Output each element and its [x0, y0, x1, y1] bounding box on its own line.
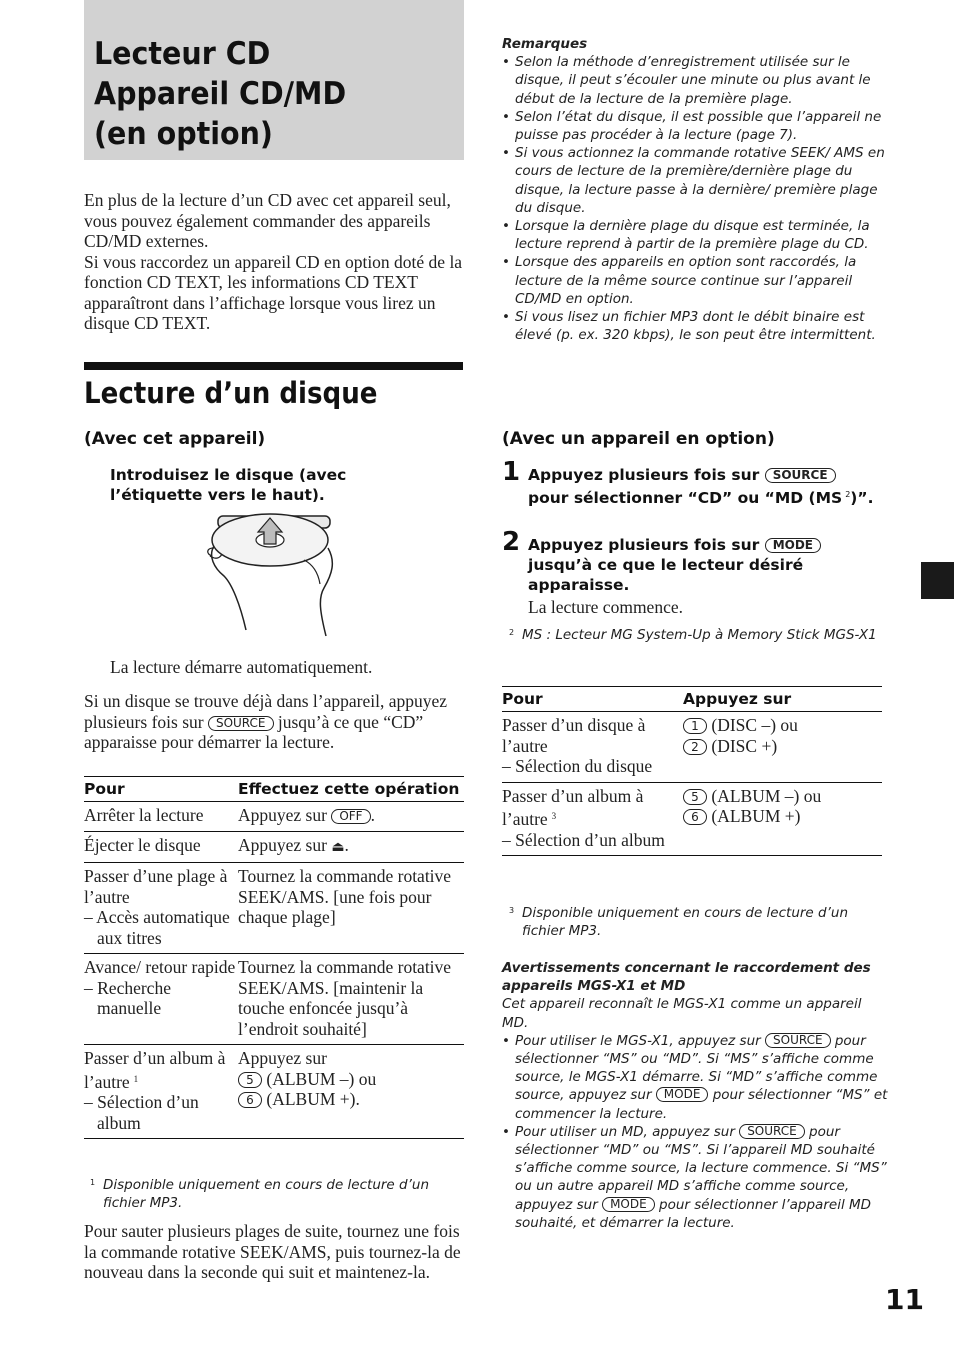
remark-item: • Lorsque des appareils en option sont raccordés, la lecture de la même source continue sur l’appareil CD/MD en option. [502, 253, 888, 308]
disc-insert-illustration [200, 512, 340, 642]
step-2-part-2: jusqu’à ce que le lecteur désiré apparaisse. [528, 556, 804, 594]
page-number: 11 [885, 1283, 924, 1316]
row-album-action [238, 1045, 464, 1139]
remark-item: • Lorsque la dernière plage du disque est terminée, la lecture reprend à partir de la première plage du CD. [502, 217, 888, 253]
row-seek-label [84, 954, 238, 1045]
table-header-row [502, 687, 882, 712]
row-seek-label-main: Avance/ retour rapide [84, 957, 236, 977]
album-plus-line [683, 806, 882, 827]
already-inside-text [84, 691, 466, 753]
album-plus-text: (ALBUM +). [266, 1089, 360, 1109]
warnings-block [502, 959, 888, 1232]
disc-minus-text: (DISC –) ou [711, 715, 798, 735]
row-album-action-line-2 [238, 1069, 464, 1090]
row-album-label-sub: – Sélection d’un album [84, 1092, 199, 1133]
mode-key: MODE [765, 538, 821, 553]
row-track-label [84, 863, 238, 954]
step-1-text [528, 465, 898, 508]
warning-item [502, 1123, 888, 1232]
warning-1-part-1: Pour utiliser le MGS-X1, appuyez sur [515, 1032, 761, 1049]
row-album-action-line-1: Appuyez sur [238, 1048, 327, 1068]
warnings-list [502, 1032, 888, 1232]
album-minus-line [683, 786, 882, 807]
footnote-ref-3: 3 [551, 811, 557, 821]
row-eject-action: Appuyez sur ⏏. [238, 831, 464, 863]
subhead-optional-unit: (Avec un appareil en option) [502, 429, 775, 449]
eject-icon: ⏏ [331, 838, 345, 855]
key-5: 5 [238, 1072, 262, 1088]
row-album-label-text: Passer d’un album à l’autre [502, 785, 644, 829]
album-minus-text: (ALBUM –) ou [711, 785, 822, 806]
row-eject-action-text: Appuyez sur [238, 834, 327, 855]
table-row [84, 802, 464, 832]
step-1-part-2: pour sélectionner “CD” ou “MD (MS [528, 489, 843, 508]
footnote-ref-1: 1 [133, 1073, 139, 1084]
row-disc-action [683, 712, 882, 783]
row-eject-label: Éjecter le disque [84, 831, 238, 863]
row-disc-label-sub: – Sélection du disque [502, 756, 653, 776]
footnote-2-text: MS : Lecteur MG System-Up à Memory Stick MGS-X1 [522, 627, 877, 643]
row-stop-action-text: Appuyez sur [238, 805, 327, 825]
key-2: 2 [683, 739, 707, 755]
footnote-1-text: Disponible uniquement en cours de lecture d’un fichier MP3. [103, 1177, 430, 1212]
key-5: 5 [683, 789, 707, 805]
album-plus-text: (ALBUM +) [711, 806, 801, 826]
section-title: Lecture d’un disque [84, 376, 378, 410]
intro-paragraph-1: En plus de la lecture d’un CD avec cet appareil seul, vous pouvez également commander des appareils CD/MD externes. [84, 190, 451, 251]
table-row [502, 712, 882, 783]
row-album-label-text: Passer d’un album à l’autre [84, 1048, 226, 1092]
already-inside-part-1: Si un disque se trouve déjà dans l’appareil, appuyez plusieurs fois sur [84, 691, 448, 732]
step-2-result: La lecture commence. [528, 597, 683, 617]
footnote-3-text: Disponible uniquement en cours de lecture d’un fichier MP3. [522, 905, 849, 940]
table-row [84, 1045, 464, 1139]
remarks-block [502, 35, 888, 344]
step-2-part-1: Appuyez plusieurs fois sur [528, 536, 760, 554]
footnote-2-mark: 2 [509, 628, 515, 637]
table-header-pour: Pour [502, 687, 683, 712]
key-6: 6 [238, 1092, 262, 1108]
row-track-label-main: Passer d’une plage à l’autre [84, 866, 228, 907]
operations-table [84, 776, 464, 1139]
table-header-press: Appuyez sur [683, 687, 882, 712]
remark-item: • Selon la méthode d’enregistrement utilisée sur le disque, il peut s’écouler une minute ou plus avant le début de la lecture de la première plage. [502, 53, 888, 108]
off-key: OFF [331, 809, 370, 824]
subhead-this-unit: (Avec cet appareil) [84, 429, 266, 449]
row-album-label-main [502, 786, 683, 830]
warnings-intro: Cet appareil reconnaît le MGS-X1 comme un appareil MD. [502, 996, 862, 1031]
disc-minus-line [683, 715, 882, 736]
mode-key: MODE [656, 1087, 709, 1102]
page-title [94, 34, 425, 154]
table-header-operation: Effectuez cette opération [238, 777, 464, 802]
row-seek-action: Tournez la commande rotative SEEK/AMS. [maintenir la touche enfoncée jusqu’à l’endroit souhaité] [238, 954, 464, 1045]
section-rule [84, 362, 463, 370]
warning-2-part-2: pour sélectionner “MD” ou “MS”. Si l’appareil MD souhaité s’affiche comme source, la lecture commence. Si “MS” ou un autre appareil MD s’affiche comme source, appuyez sur [515, 1123, 887, 1213]
table-row [502, 782, 882, 856]
mode-key: MODE [602, 1197, 655, 1212]
step-1-part-3: )”. [850, 489, 874, 508]
source-key: SOURCE [765, 468, 836, 483]
insert-instruction: Introduisez le disque (avec l’étiquette vers le haut). [110, 466, 347, 504]
source-key: SOURCE [739, 1124, 805, 1139]
already-inside-part-2: jusqu’à ce que “CD” apparaisse pour démarrer la lecture. [84, 711, 424, 752]
table-row [84, 954, 464, 1045]
row-track-label-sub: – Accès automatique aux titres [84, 907, 230, 948]
remarks-heading: Remarques [502, 36, 588, 52]
warning-2-part-3: pour sélectionner l’appareil MD souhaité, et démarrer la lecture. [515, 1196, 872, 1231]
warning-2-part-1: Pour utiliser un MD, appuyez sur [515, 1123, 735, 1140]
album-minus-text: (ALBUM –) ou [266, 1068, 377, 1089]
skip-tracks-text: Pour sauter plusieurs plages de suite, tournez une fois la commande rotative SEEK/AMS, puis tournez-la de nouveau dans la seconde qui suit et maintenez-la. [84, 1221, 461, 1282]
source-key: SOURCE [208, 716, 274, 731]
disc-plus-line [683, 736, 882, 757]
footnote-3-mark: 3 [509, 906, 515, 915]
footnote-1 [90, 1176, 466, 1212]
table-header-row [84, 777, 464, 802]
warnings-heading: Avertissements concernant le raccordement des appareils MGS-X1 et MD [502, 960, 871, 995]
row-stop-label: Arrêter la lecture [84, 802, 238, 832]
intro-paragraph-2: Si vous raccordez un appareil CD en option doté de la fonction CD TEXT, les informations CD TEXT apparaîtront dans l’affichage lorsque vous lirez un disque CD TEXT. [84, 251, 463, 333]
remark-item: • Si vous actionnez la commande rotative SEEK/ AMS en cours de lecture de la première/dernière plage du disque, la lecture passe à la dernière/ première plage du disque. [502, 144, 888, 217]
row-album-label-main [84, 1048, 238, 1092]
step-2-number: 2 [502, 527, 521, 557]
section-tab-marker [921, 562, 954, 599]
disc-album-table [502, 686, 882, 856]
remark-item: • Si vous lisez un fichier MP3 dont le débit binaire est élevé (p. ex. 320 kbps), le son peut être intermittent. [502, 308, 888, 344]
row-album-action [683, 782, 882, 856]
footnote-1-mark: 1 [90, 1178, 96, 1187]
intro-text [84, 190, 466, 334]
step-1-part-1: Appuyez plusieurs fois sur [528, 466, 760, 484]
disc-plus-text: (DISC +) [711, 735, 778, 756]
title-line-1: Lecteur CD [94, 36, 271, 72]
title-line-2: Appareil CD/MD [94, 76, 347, 112]
table-row [84, 863, 464, 954]
footnote-ref-2: 2 [845, 490, 851, 499]
warning-1-part-3: pour sélectionner “MS” et commencer la lecture. [515, 1087, 888, 1122]
footnote-3 [509, 904, 885, 940]
table-header-pour: Pour [84, 777, 238, 802]
warning-item [502, 1032, 888, 1123]
row-disc-label [502, 712, 683, 783]
remarks-list [502, 53, 888, 344]
step-1-number: 1 [502, 457, 521, 487]
table-row [84, 831, 464, 863]
row-track-action: Tournez la commande rotative SEEK/AMS. [une fois pour chaque plage] [238, 863, 464, 954]
warning-1-part-2: pour sélectionner “MS” ou “MD”. Si “MS” s’affiche comme source, le MGS-X1 démarre. Si “MD” s’affiche comme source, appuyez sur [515, 1032, 878, 1104]
remark-item: • Selon l’état du disque, il est possible que l’appareil ne puisse pas procéder à la lecture (page 7). [502, 108, 888, 144]
row-stop-action: Appuyez sur OFF . [238, 802, 464, 832]
row-disc-label-main: Passer d’un disque à l’autre [502, 715, 646, 756]
key-6: 6 [683, 809, 707, 825]
row-album-label [84, 1045, 238, 1139]
source-key: SOURCE [765, 1033, 831, 1048]
footnote-2 [509, 626, 881, 644]
auto-play-text: La lecture démarre automatiquement. [110, 657, 373, 677]
key-1: 1 [683, 718, 707, 734]
row-album-label [502, 782, 683, 856]
row-album-label-sub: – Sélection d’un album [502, 829, 665, 850]
title-line-3: (en option) [94, 116, 273, 152]
row-album-action-line-3 [238, 1089, 464, 1110]
step-2-text [528, 535, 828, 595]
row-seek-label-sub: – Recherche manuelle [84, 977, 171, 1018]
